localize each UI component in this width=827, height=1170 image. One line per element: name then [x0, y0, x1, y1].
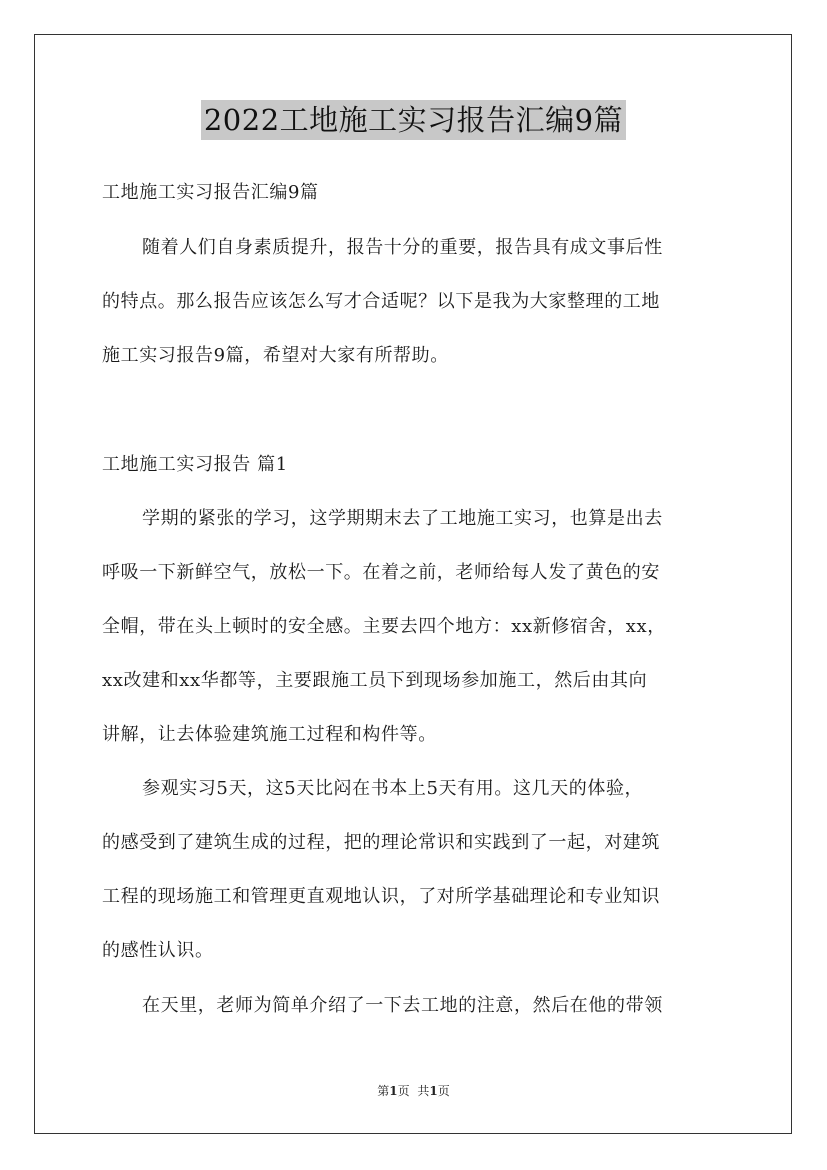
body-line: 学期的紧张的学习，这学期期末去了工地施工实习，也算是出去 — [142, 508, 663, 529]
page-suffix: 页 — [397, 1084, 410, 1098]
section-heading: 工地施工实习报告 篇1 — [102, 454, 288, 475]
total-pages: 1 — [429, 1084, 438, 1098]
body-line: 全帽，带在头上顿时的安全感。主要去四个地方：xx新修宿舍，xx， — [102, 616, 666, 637]
body-line: 在天里，老师为简单介绍了一下去工地的注意，然后在他的带领 — [142, 995, 663, 1016]
page-prefix: 第 — [377, 1084, 390, 1098]
total-prefix: 共 — [417, 1084, 430, 1098]
page-number: 1 — [389, 1084, 398, 1098]
body-line: xx改建和xx华都等，主要跟施工员下到现场参加施工，然后由其向 — [102, 670, 648, 691]
body-line: 的特点。那么报告应该怎么写才合适呢？以下是我为大家整理的工地 — [102, 291, 660, 312]
body-line: 施工实习报告9篇，希望对大家有所帮助。 — [102, 345, 449, 366]
body-line: 的感性认识。 — [102, 940, 214, 961]
body-line: 参观实习5天，这5天比闷在书本上5天有用。这几天的体验， — [142, 778, 644, 799]
body-line: 讲解，让去体验建筑施工过程和构件等。 — [102, 724, 437, 745]
body-line: 随着人们自身素质提升，报告十分的重要，报告具有成文事后性 — [142, 237, 663, 258]
subtitle-line: 工地施工实习报告汇编9篇 — [102, 182, 319, 203]
body-line: 工程的现场施工和管理更直观地认识，了对所学基础理论和专业知识 — [102, 886, 660, 907]
total-suffix: 页 — [437, 1084, 450, 1098]
body-line: 呼吸一下新鲜空气，放松一下。在着之前，老师给每人发了黄色的安 — [102, 562, 660, 583]
title-area — [0, 100, 827, 140]
document-title: 2022工地施工实习报告汇编9篇 — [201, 100, 626, 140]
page-footer — [0, 1083, 827, 1099]
body-line: 的感受到了建筑生成的过程，把的理论常识和实践到了一起，对建筑 — [102, 832, 660, 853]
